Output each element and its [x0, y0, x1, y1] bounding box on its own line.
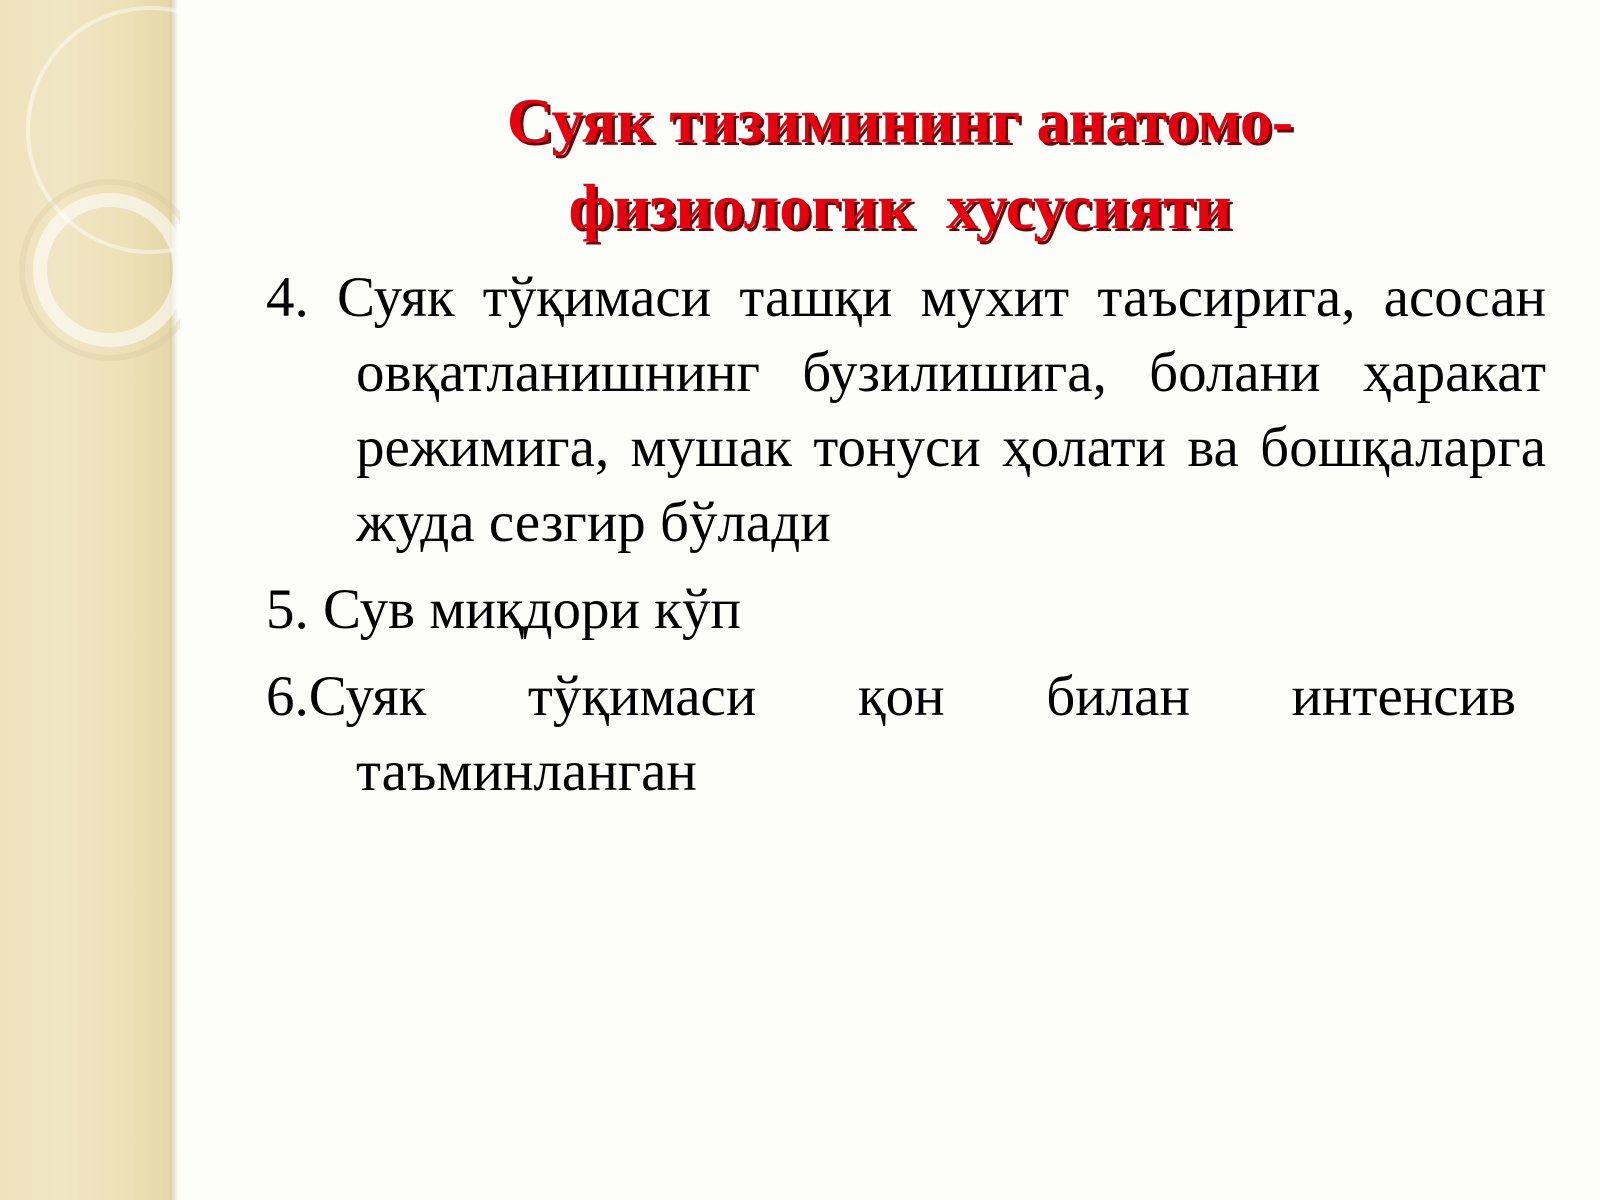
decorative-rings — [0, 0, 180, 420]
list-item-5: 5. Сув миқдори кўп — [266, 578, 741, 641]
title-line-1: Суяк тизимининг анатомо- — [506, 85, 1294, 156]
title-line-2: физиологик хусусияти — [568, 171, 1232, 242]
list-item-6-continuation: таъминланган — [356, 740, 697, 803]
slide-body — [266, 260, 1546, 821]
slide-title — [330, 78, 1470, 250]
list-item-4: 4. Суяк тўқимаси ташқи мухит таъсирига, асосан овқатланишнинг бузилишига, болани ҳаракат режимига, мушак тонуси ҳолати ва бошқаларга жуда сезгир бўлади — [266, 266, 1546, 554]
list-item-6-lead: 6.Суяк тўқимаси қон билан интенсив — [266, 665, 1516, 728]
list-item-6 — [266, 659, 1546, 809]
